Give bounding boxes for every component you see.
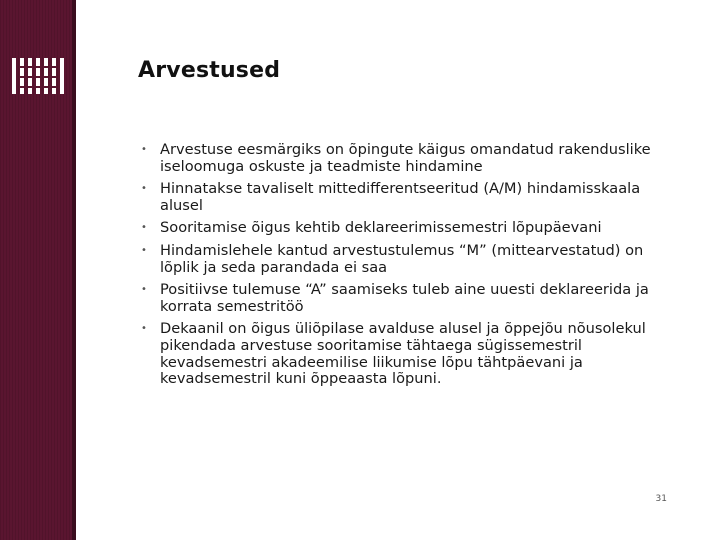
- sidebar-edge: [72, 0, 76, 540]
- university-logo-icon: [12, 56, 64, 96]
- bullet-text: Hinnatakse tavaliselt mittedifferentseeritud (A/M) hindamisskaala alusel: [160, 180, 641, 214]
- bullet-text: Hindamislehele kantud arvestustulemus “M” (mittearvestatud) on lõplik ja seda parandada ei saa: [160, 241, 644, 276]
- bullet-item: [138, 142, 668, 175]
- bullet-text: Arvestuse eesmärgiks on õpingute käigus omandatud rakenduslike iseloomuga oskuste ja teadmiste hindamine: [160, 141, 651, 175]
- bullet-marker: •: [141, 144, 147, 155]
- slide-title: Arvestused: [138, 58, 281, 83]
- bullet-marker: •: [141, 183, 147, 195]
- bullet-text: Positiivse tulemuse “A” saamiseks tuleb aine uuesti deklareerida ja korrata semestritöö: [160, 281, 649, 315]
- bullet-marker: •: [141, 222, 147, 234]
- bullet-text: Sooritamise õigus kehtib deklareerimissemestri lõpupäevani: [160, 219, 602, 237]
- bullet-item: [138, 282, 668, 315]
- bullet-marker: •: [141, 284, 147, 296]
- bullet-marker: •: [141, 244, 147, 256]
- bullet-item: [138, 181, 668, 214]
- page-number: 31: [655, 494, 667, 504]
- bullet-item: [138, 321, 668, 387]
- bullet-marker: •: [141, 323, 147, 335]
- bullet-text: Dekaanil on õigus üliõpilase avalduse alusel ja õppejõu nõusolekul pikendada arvestuse sooritamise tähtaega sügissemestril kevadsemestri akadeemilise liikumise lõpu tähtpäevani ja kevadsemestril kuni õppeaasta lõpuni.: [160, 320, 646, 388]
- bullet-list: [138, 142, 668, 394]
- bullet-item: [138, 220, 668, 237]
- bullet-item: [138, 243, 668, 276]
